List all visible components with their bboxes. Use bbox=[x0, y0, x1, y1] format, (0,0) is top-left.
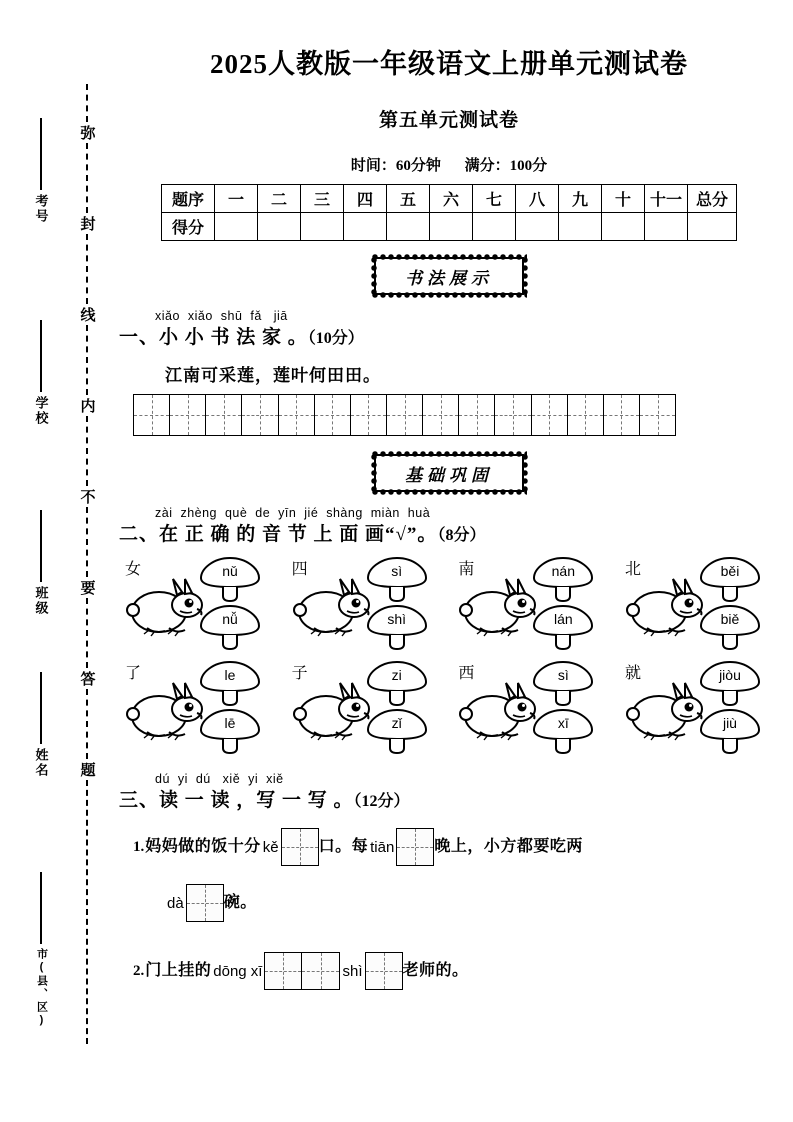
sidebar-field-label: 学校 bbox=[33, 396, 49, 426]
grid-cell[interactable] bbox=[532, 395, 568, 435]
score-cell-6[interactable] bbox=[430, 213, 473, 241]
sentence-pinyin-a: kě bbox=[262, 838, 279, 856]
seal-dash bbox=[86, 234, 88, 304]
rabbit-character: 西 bbox=[458, 665, 475, 682]
sidebar-identity-fields bbox=[0, 0, 105, 1122]
pinyin-syllable: xiě bbox=[222, 772, 241, 786]
answer-box[interactable] bbox=[281, 828, 319, 866]
pinyin-syllable: yi bbox=[177, 772, 188, 786]
full-score-label: 满分：100分 bbox=[464, 158, 548, 174]
sidebar-field-label: 考号 bbox=[33, 194, 49, 224]
seal-char: 不 bbox=[78, 489, 96, 504]
seal-dash bbox=[86, 780, 88, 1044]
question-3-title bbox=[119, 785, 793, 812]
fill-blank-sentence-2 bbox=[133, 952, 793, 990]
rabbit-character: 子 bbox=[291, 665, 308, 682]
score-col-1: 一 bbox=[215, 185, 258, 213]
sentence-text-d: 碗。 bbox=[223, 894, 257, 911]
score-cell-4[interactable] bbox=[344, 213, 387, 241]
mushroom-option-top[interactable] bbox=[697, 660, 763, 706]
mushroom-option-bottom[interactable] bbox=[197, 708, 263, 754]
pinyin-syllable: dú bbox=[155, 772, 170, 786]
field-rule bbox=[40, 672, 42, 744]
grid-cell[interactable] bbox=[568, 395, 604, 435]
rabbit-mushroom-group bbox=[458, 660, 608, 760]
score-table-wrapper bbox=[105, 184, 793, 241]
sentence-pinyin-b: shì bbox=[342, 962, 363, 980]
score-cell-10[interactable] bbox=[602, 213, 645, 241]
mushroom-option-text: zi bbox=[391, 667, 402, 683]
score-cell-11[interactable] bbox=[645, 213, 688, 241]
pinyin-syllable: yīn bbox=[278, 506, 297, 520]
seal-char: 答 bbox=[78, 671, 96, 686]
rabbit-mushroom-group bbox=[125, 556, 275, 656]
seal-dash bbox=[86, 325, 88, 395]
score-col-8: 八 bbox=[516, 185, 559, 213]
pinyin-syllable: zhèng bbox=[180, 506, 217, 520]
mushroom-option-text: xī bbox=[557, 715, 569, 731]
question-3-header bbox=[105, 772, 793, 812]
mushroom-option-top[interactable] bbox=[197, 660, 263, 706]
mushroom-option-text: zǐ bbox=[391, 715, 402, 731]
mushroom-option-text: jiòu bbox=[719, 667, 741, 683]
banner-edge-left-icon bbox=[370, 453, 377, 493]
mushroom-option-top[interactable] bbox=[364, 556, 430, 602]
pinyin-syllable: yi bbox=[248, 772, 259, 786]
score-cell-1[interactable] bbox=[215, 213, 258, 241]
mushroom-option-bottom[interactable] bbox=[697, 708, 763, 754]
seal-dash bbox=[86, 143, 88, 213]
banner-edge-left-icon bbox=[370, 256, 377, 296]
mushroom-option-text: sì bbox=[557, 667, 569, 683]
grid-cell[interactable] bbox=[351, 395, 387, 435]
grid-cell[interactable] bbox=[279, 395, 315, 435]
grid-cell[interactable] bbox=[640, 395, 675, 435]
pinyin-syllable: xiǎo bbox=[187, 309, 213, 323]
score-cell-5[interactable] bbox=[387, 213, 430, 241]
grid-cell[interactable] bbox=[459, 395, 495, 435]
pinyin-syllable: miàn bbox=[370, 506, 400, 520]
pinyin-syllable: jié bbox=[304, 506, 319, 520]
pinyin-syllable: xiǎo bbox=[155, 309, 180, 323]
mushroom-option-text: lē bbox=[224, 715, 236, 731]
score-col-4: 四 bbox=[344, 185, 387, 213]
rabbit-character: 女 bbox=[125, 561, 142, 578]
pinyin-syllable: dú bbox=[195, 772, 211, 786]
mushroom-option-text: lán bbox=[553, 611, 573, 627]
score-col-2: 二 bbox=[258, 185, 301, 213]
rabbit-character: 就 bbox=[624, 665, 641, 682]
banner-edge-right-icon bbox=[521, 256, 528, 296]
page-title: 2025人教版一年级语文上册单元测试卷 bbox=[210, 49, 688, 79]
score-cell-8[interactable] bbox=[516, 213, 559, 241]
question-1-pinyin bbox=[155, 309, 793, 323]
grid-cell[interactable] bbox=[423, 395, 459, 435]
question-2-title bbox=[119, 519, 793, 546]
question-3-points: （12分） bbox=[353, 793, 410, 810]
question-2-header bbox=[105, 506, 793, 546]
question-1-header bbox=[105, 309, 793, 349]
table-row-scores bbox=[162, 213, 737, 241]
question-3-text: 三、读 一 读 ，写 一 写 。 bbox=[119, 790, 354, 811]
pinyin-syllable: shū bbox=[220, 309, 243, 323]
sidebar-field-label: 姓名 bbox=[33, 748, 49, 778]
sentence-text-a: 妈妈做的饭十分 bbox=[145, 838, 261, 855]
score-col-5: 五 bbox=[387, 185, 430, 213]
score-col-10: 十 bbox=[602, 185, 645, 213]
answer-box[interactable] bbox=[396, 828, 434, 866]
paper-main-body bbox=[105, 0, 793, 1122]
question-2-points: （8分） bbox=[437, 527, 486, 544]
grid-cell[interactable] bbox=[134, 395, 170, 435]
score-col-6: 六 bbox=[430, 185, 473, 213]
seal-dash bbox=[86, 507, 88, 577]
pinyin-syllable: xiě bbox=[266, 772, 284, 786]
fill-blank-sentence-1-cont bbox=[165, 884, 793, 922]
banner-edge-right-icon bbox=[521, 453, 528, 493]
score-col-3: 三 bbox=[301, 185, 344, 213]
row-header-question: 题序 bbox=[162, 185, 215, 213]
seal-dash bbox=[86, 84, 88, 122]
banner-label: 基础巩固 bbox=[402, 461, 496, 486]
grid-cell[interactable] bbox=[170, 395, 206, 435]
rabbit-row-1 bbox=[125, 556, 775, 656]
score-cell-total[interactable] bbox=[688, 213, 737, 241]
field-rule bbox=[40, 118, 42, 190]
seal-char: 要 bbox=[78, 580, 96, 595]
mushroom-option-bottom[interactable] bbox=[197, 604, 263, 650]
rabbit-character: 了 bbox=[125, 665, 142, 682]
seal-char: 线 bbox=[78, 307, 96, 322]
page-subtitle: 第五单元测试卷 bbox=[378, 110, 519, 131]
mushroom-option-bottom[interactable] bbox=[364, 708, 430, 754]
time-limit-label: 时间：60分钟 bbox=[350, 158, 441, 174]
score-col-7: 七 bbox=[473, 185, 516, 213]
question-1-text: 一、小 小 书 法 家 。 bbox=[119, 327, 308, 348]
rabbit-mushroom-group bbox=[125, 660, 275, 760]
score-col-9: 九 bbox=[559, 185, 602, 213]
question-2-pinyin bbox=[155, 506, 793, 520]
grid-cell[interactable] bbox=[387, 395, 423, 435]
sidebar-field-4 bbox=[18, 872, 64, 1028]
score-cell-2[interactable] bbox=[258, 213, 301, 241]
rabbit-mushroom-group bbox=[625, 556, 775, 656]
seal-char: 封 bbox=[78, 216, 96, 231]
sentence-text-d: 老师的。 bbox=[402, 962, 469, 979]
rabbit-row-2 bbox=[125, 660, 775, 760]
sentence-text-b: 口。每 bbox=[318, 838, 369, 855]
mushroom-option-bottom[interactable] bbox=[530, 708, 596, 754]
sidebar-field-0 bbox=[18, 118, 64, 224]
section-banner-basics bbox=[374, 454, 524, 492]
score-table bbox=[161, 184, 737, 241]
pinyin-choice-exercise bbox=[105, 556, 793, 760]
score-cell-9[interactable] bbox=[559, 213, 602, 241]
grid-cell[interactable] bbox=[242, 395, 278, 435]
sentence-number: 2. bbox=[133, 962, 145, 979]
section-banner-calligraphy bbox=[374, 257, 524, 295]
seal-char: 题 bbox=[78, 762, 96, 777]
mushroom-option-text: sì bbox=[391, 563, 403, 579]
score-col-11: 十一 bbox=[645, 185, 688, 213]
mushroom-option-text: běi bbox=[720, 563, 740, 579]
pinyin-syllable: de bbox=[255, 506, 271, 520]
mushroom-option-top[interactable] bbox=[697, 556, 763, 602]
mushroom-option-text: shì bbox=[387, 611, 406, 627]
mushroom-option-top[interactable] bbox=[530, 556, 596, 602]
exam-meta-line bbox=[105, 154, 793, 175]
answer-box[interactable] bbox=[365, 952, 403, 990]
mushroom-option-bottom[interactable] bbox=[530, 604, 596, 650]
sentence-text-c: 晚上，小方都要吃两 bbox=[434, 838, 583, 855]
mushroom-option-text: biě bbox=[720, 611, 740, 627]
mushroom-option-text: nán bbox=[551, 563, 575, 579]
sidebar-field-label: 市(县、区) bbox=[35, 948, 48, 1028]
seal-char: 弥 bbox=[78, 125, 96, 140]
mushroom-option-top[interactable] bbox=[530, 660, 596, 706]
mushroom-option-bottom[interactable] bbox=[364, 604, 430, 650]
rabbit-mushroom-group bbox=[458, 556, 608, 656]
mushroom-option-text: le bbox=[224, 667, 236, 683]
grid-cell[interactable] bbox=[315, 395, 351, 435]
seal-line bbox=[74, 84, 100, 1044]
sentence-pinyin-a: dōng xī bbox=[213, 962, 263, 980]
seal-char: 内 bbox=[78, 398, 96, 413]
sentence-pinyin-c: dà bbox=[167, 894, 184, 912]
answer-box[interactable] bbox=[186, 884, 224, 922]
rabbit-character: 南 bbox=[458, 561, 475, 578]
mushroom-option-text: jiù bbox=[722, 715, 737, 731]
question-2-text: 二、在 正 确 的 音 节 上 面 画“√”。 bbox=[119, 524, 438, 545]
calligraphy-poem-line: 江南可采莲，莲叶何田田。 bbox=[165, 366, 381, 385]
mushroom-option-top[interactable] bbox=[364, 660, 430, 706]
pinyin-syllable: què bbox=[224, 506, 248, 520]
sentence-text-a: 门上挂的 bbox=[145, 962, 212, 979]
grid-cell[interactable] bbox=[495, 395, 531, 435]
fill-blank-sentence-1 bbox=[133, 828, 793, 866]
rabbit-mushroom-group bbox=[292, 556, 442, 656]
rabbit-mushroom-group bbox=[292, 660, 442, 760]
mushroom-option-text: nǚ bbox=[222, 611, 238, 627]
answer-box[interactable] bbox=[264, 952, 302, 990]
seal-dash bbox=[86, 689, 88, 759]
grid-cell[interactable] bbox=[604, 395, 640, 435]
sidebar-field-2 bbox=[18, 510, 64, 616]
calligraphy-writing-grid[interactable] bbox=[133, 394, 676, 436]
question-1-title bbox=[119, 322, 793, 349]
field-rule bbox=[40, 872, 42, 944]
rabbit-character: 四 bbox=[291, 561, 308, 578]
answer-box[interactable] bbox=[302, 952, 340, 990]
rabbit-character: 北 bbox=[624, 561, 641, 578]
table-row-question-numbers bbox=[162, 185, 737, 213]
pinyin-syllable: fǎ bbox=[250, 309, 262, 323]
pinyin-syllable: jiā bbox=[273, 309, 288, 323]
question-3-pinyin bbox=[155, 772, 793, 786]
grid-cell[interactable] bbox=[206, 395, 242, 435]
rabbit-mushroom-group bbox=[625, 660, 775, 760]
mushroom-option-top[interactable] bbox=[197, 556, 263, 602]
question-1-points: （10分） bbox=[307, 330, 364, 347]
row-header-score: 得分 bbox=[162, 213, 215, 241]
sentence-pinyin-b: tiān bbox=[370, 838, 395, 856]
pinyin-syllable: zài bbox=[155, 506, 173, 520]
pinyin-syllable: huà bbox=[407, 506, 431, 520]
pinyin-syllable: shàng bbox=[326, 506, 363, 520]
mushroom-option-bottom[interactable] bbox=[697, 604, 763, 650]
banner-label: 书法展示 bbox=[402, 264, 496, 289]
mushroom-option-text: nǔ bbox=[222, 563, 238, 579]
score-col-total: 总分 bbox=[688, 185, 737, 213]
sidebar-field-1 bbox=[18, 320, 64, 426]
sidebar-field-label: 班级 bbox=[33, 586, 49, 616]
field-rule bbox=[40, 510, 42, 582]
seal-dash bbox=[86, 598, 88, 668]
field-rule bbox=[40, 320, 42, 392]
score-cell-3[interactable] bbox=[301, 213, 344, 241]
seal-dash bbox=[86, 416, 88, 486]
score-cell-7[interactable] bbox=[473, 213, 516, 241]
sidebar-field-3 bbox=[18, 672, 64, 778]
sentence-number: 1. bbox=[133, 838, 145, 855]
answer-box-pair[interactable] bbox=[264, 952, 340, 990]
